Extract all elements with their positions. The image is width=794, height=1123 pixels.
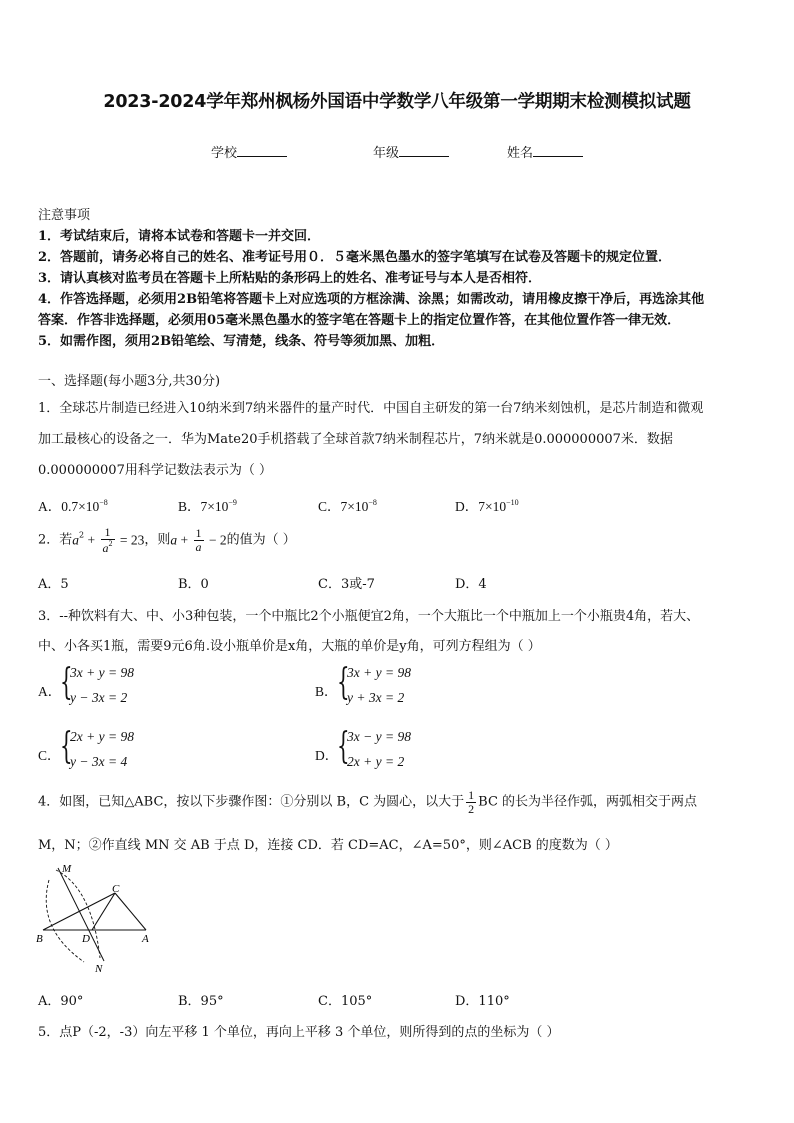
q5-stem: 5．点P（-2，-3）向左平移 1 个单位，再向上平移 3 个单位，则所得到的点的坐标为（ ） [38,1025,560,1040]
name-blank [533,145,583,157]
grade-blank [399,145,449,157]
q2-option-d: D．4 [455,577,487,592]
fig-label-m: M [62,863,72,875]
q1-option-d: D．$7\times 10^{-10}$ [455,498,519,514]
fig-label-d: D [82,933,90,945]
q4-option-a: A．90° [38,994,84,1009]
q2-stem: 2．若$a^2$ + $\frac{1}{a^2}$ = 23，则a + $\frac{1}{a}$ − 2的值为（ ） [38,525,296,555]
fig-label-n: N [95,963,103,975]
page-title: 2023-2024学年郑州枫杨外国语中学数学八年级第一学期期末检测模拟试题 [103,92,691,112]
note-item: 2．答题前，请务必将自己的姓名、准考证号用０．５毫米黑色墨水的签字笔填写在试卷及答题卡的规定位置． [38,250,672,265]
q4-option-c: C．105° [318,994,373,1009]
note-item: 4．作答选择题，必须用2B铅笔将答题卡上对应选项的方框涂满、涂黑；如需改动，请用橡皮擦干净后，再选涂其他 [38,292,705,307]
fig-label-a: A [142,933,149,945]
q4-line: M，N；②作直线 MN 交 AB 于点 D，连接 CD．若 CD=AC，∠A=50°，则∠ACB 的度数为（ ） [38,838,618,853]
q3-line: 中、小各买1瓶，需要9元6角.设小瓶单价是x角，大瓶的单价是y角，可列方程组为（ ） [38,639,541,654]
q1-line: 0.000000007用科学记数法表示为（ ） [38,463,272,478]
notes-heading: 注意事项 [38,208,91,223]
grade-field [373,142,449,161]
school-blank [237,145,287,157]
name-label: 姓名 [507,146,534,161]
fig-label-b: B [36,933,43,945]
school-field [211,142,287,161]
q3-line: 3．--种饮料有大、中、小3种包装，一个中瓶比2个小瓶便宜2角，一个大瓶比一个中瓶加上一个小瓶贵4角，若大、 [38,609,700,624]
q3-option-d: D． { 3x − y = 98 2x + y = 2 [315,726,411,769]
q1-line: 加工最核心的设备之一．华为Mate20手机搭载了全球首款7纳米制程芯片，7纳米就是0.000000007米．数据 [38,432,673,447]
note-item: 1．考试结束后，请将本试卷和答题卡一并交回． [38,229,321,244]
q2-option-b: B．0 [178,577,209,592]
q4-option-b: B．95° [178,994,224,1009]
q1-option-a: A．$0.7\times 10^{-8}$ [38,498,108,514]
q2-option-a: A．5 [38,577,69,592]
q2-option-c: C．3或-7 [318,577,375,592]
q4-triangle-figure [34,858,159,976]
q3-option-c: C． { 2x + y = 98 y − 3x = 4 [38,726,134,769]
q3-option-a: A． { 3x + y = 98 y − 3x = 2 [38,662,134,705]
q1-option-c: C．$7\times 10^{-8}$ [318,498,377,514]
q1-option-b: B．$7\times 10^{-9}$ [178,498,237,514]
note-item: 3．请认真核对监考员在答题卡上所粘贴的条形码上的姓名、准考证号与本人是否相符． [38,271,542,286]
note-item: 5．如需作图，须用2B铅笔绘、写清楚，线条、符号等须加黑、加粗． [38,334,445,349]
grade-label: 年级 [373,146,400,161]
note-item: 答案．作答非选择题，必须用05毫米黑色墨水的签字笔在答题卡上的指定位置作答，在其他位置作答一律无效． [38,313,681,328]
q4-option-d: D．110° [455,994,510,1009]
school-label: 学校 [211,146,238,161]
q3-option-b: B． { 3x + y = 98 y + 3x = 2 [315,662,411,705]
q1-line: 1．全球芯片制造已经进入10纳米到7纳米器件的量产时代．中国自主研发的第一台7纳米刻蚀机，是芯片制造和微观 [38,401,704,416]
name-field [507,142,583,161]
q4-line: 4．如图，已知△ABC，按以下步骤作图：①分别以 B，C 为圆心，以大于 $\frac{1}{2}$ BC 的长为半径作弧，两弧相交于两点 [38,788,698,816]
section-heading: 一、选择题(每小题3分,共30分) [38,374,221,389]
fig-label-c: C [112,883,120,895]
